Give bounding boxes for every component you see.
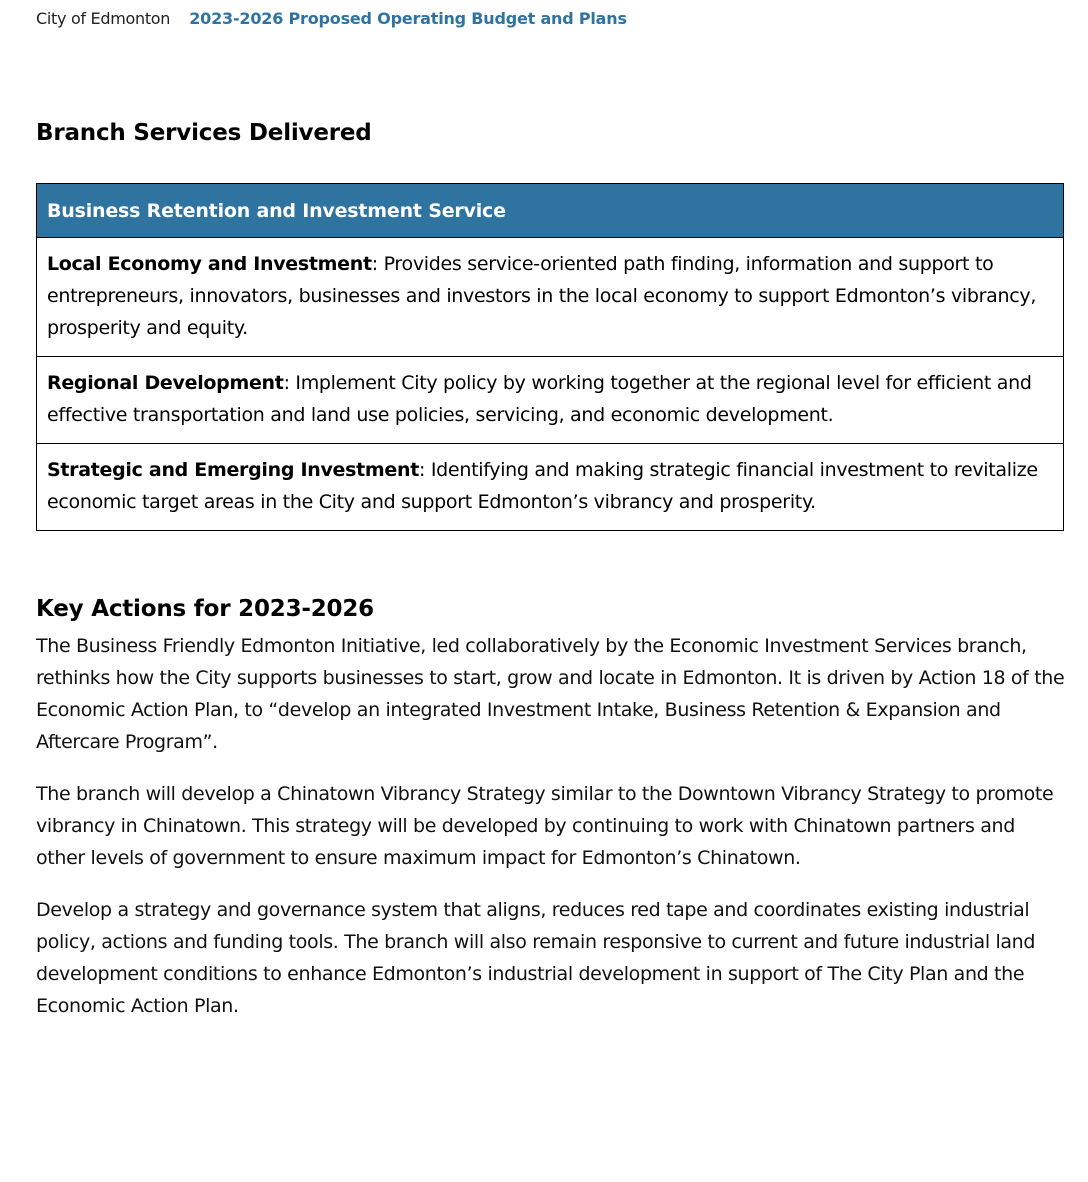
table-row-strategic-investment <box>37 444 1063 530</box>
key-action-paragraph: The Business Friendly Edmonton Initiative, led collaboratively by the Economic Investment Services branch, rethinks how the City supports businesses to start, grow and locate in Edmonton. It is driven by Action 18 of the Economic Action Plan, to “develop an integrated Investment Intake, Business Retention & Expansion and Aftercare Program”. <box>36 635 1065 753</box>
row-description: : Provides service-oriented path finding, information and support to entrepreneurs, innovators, businesses and investors in the local economy to support Edmonton’s vibrancy, prosperity and equity. <box>47 253 1037 339</box>
row-title: Local Economy and Investment <box>47 253 372 275</box>
key-actions-heading: Key Actions for 2023-2026 <box>36 596 374 622</box>
page-header <box>36 9 627 29</box>
document-title: 2023-2026 Proposed Operating Budget and Plans <box>189 9 627 28</box>
table-header: Business Retention and Investment Service <box>37 184 1063 238</box>
key-action-paragraph: The branch will develop a Chinatown Vibrancy Strategy similar to the Downtown Vibrancy Strategy to promote vibrancy in Chinatown. This strategy will be developed by continuing to work with Chinatown partners and other levels of government to ensure maximum impact for Edmonton’s Chinatown. <box>36 783 1054 869</box>
services-table <box>36 183 1064 531</box>
table-row-regional-development <box>37 357 1063 444</box>
row-description: : Implement City policy by working together at the regional level for efficient and effective transportation and land use policies, servicing, and economic development. <box>47 372 1032 426</box>
key-action-paragraph: Develop a strategy and governance system that aligns, reduces red tape and coordinates existing industrial policy, actions and funding tools. The branch will also remain responsive to current and future industrial land development conditions to enhance Edmonton’s industrial development in support of The City Plan and the Economic Action Plan. <box>36 899 1036 1017</box>
table-row-local-economy <box>37 238 1063 357</box>
row-title: Strategic and Emerging Investment <box>47 459 420 481</box>
row-title: Regional Development <box>47 372 284 394</box>
branch-services-heading: Branch Services Delivered <box>36 120 372 146</box>
row-description: : Identifying and making strategic financial investment to revitalize economic target areas in the City and support Edmonton’s vibrancy and prosperity. <box>47 459 1038 513</box>
org-name: City of Edmonton <box>36 9 171 28</box>
